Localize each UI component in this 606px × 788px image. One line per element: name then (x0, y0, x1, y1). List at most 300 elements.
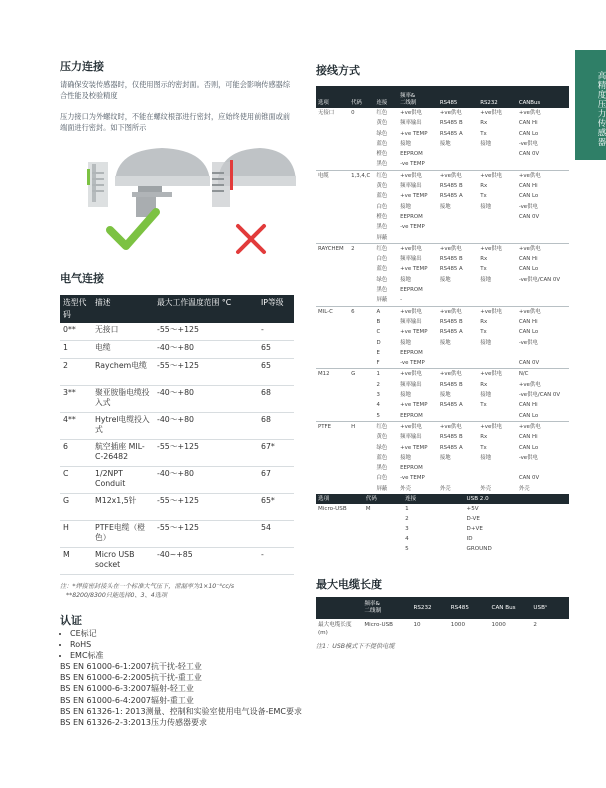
wiring-cell (478, 159, 517, 170)
wiring-cell: Rx (480, 256, 488, 263)
wiring-cell (316, 275, 349, 285)
wiring-cell (438, 295, 478, 306)
wiring-cell: 白色 (376, 475, 388, 482)
wiring-cell: 电缆 (316, 170, 349, 181)
wiring-cell: -ve供电 (518, 140, 538, 147)
certification-standards (60, 661, 305, 728)
wiring-cell (349, 358, 374, 369)
side-tab: 高精度压力传感器 (575, 50, 606, 160)
table-row (316, 170, 569, 181)
wiring-cell (478, 233, 517, 244)
cable-cell: 1000 (450, 622, 466, 628)
wiring-cell: 蓝色 (376, 193, 388, 200)
wiring-cell (438, 473, 478, 483)
wiring-cell: +ve TEMP (400, 193, 428, 200)
table-row (316, 295, 569, 306)
wiring-cell: 红色 (374, 170, 398, 181)
wiring-cell: 橙色 (376, 151, 388, 158)
wiring-header: 选项 (316, 86, 349, 108)
wiring-cell (349, 275, 374, 285)
check-icon (110, 212, 156, 246)
wiring-cell (349, 400, 374, 410)
wiring-cell: 红色 (374, 421, 398, 432)
cable-header: USB¹ (531, 597, 569, 619)
wiring-cell: +ve供电 (518, 381, 541, 388)
wiring-cell (316, 443, 349, 453)
wiring-cell (349, 212, 374, 222)
wiring-cell: -ve供电/CAN 0V (518, 392, 561, 399)
wiring-cell: 2 (349, 243, 374, 254)
wiring-cell: 2 (376, 381, 380, 388)
usb-cell: GROUND (466, 546, 492, 552)
wiring-cell (517, 295, 569, 306)
usb-cell (364, 524, 403, 534)
certification-title: 认证 (60, 614, 82, 627)
table-row (316, 473, 569, 483)
wiring-cell: Tx (480, 193, 487, 200)
wiring-cell (349, 129, 374, 139)
cell-code: G (60, 494, 92, 521)
table-row (316, 504, 569, 514)
wiring-cell (316, 327, 349, 337)
wiring-cell: D (376, 339, 381, 346)
wiring-cell: 接地 (400, 276, 411, 283)
wiring-cell (316, 222, 349, 232)
wiring-cell: CAN Hi (518, 256, 538, 263)
wiring-cell: RS485 B (439, 434, 463, 441)
cert-bullet: • EMC标准 (70, 650, 104, 661)
wiring-cell: 4 (376, 402, 380, 409)
cell-ip: 65* (258, 494, 294, 521)
wiring-cell (517, 233, 569, 244)
cell-temp: -55～+125 (154, 323, 258, 341)
table-row (60, 359, 294, 386)
wiring-cell: Rx (480, 120, 488, 127)
table-row (316, 306, 569, 317)
cell-ip: 65 (258, 341, 294, 359)
wiring-header: RS485 (438, 86, 478, 108)
table-row (316, 243, 569, 254)
cell-temp: -40～+80 (154, 413, 258, 440)
wiring-cell: Tx (480, 266, 487, 273)
usb-cell (364, 534, 403, 544)
wiring-cell (316, 264, 349, 274)
wiring-cell: 黑色 (376, 161, 388, 168)
wiring-cell: 接地 (439, 276, 451, 283)
wiring-cell: - (400, 297, 403, 304)
table-row (316, 421, 569, 432)
wiring-cell: -ve TEMP (400, 161, 425, 168)
wiring-cell: 黄色 (376, 434, 388, 441)
wiring-cell (316, 181, 349, 191)
usb-cell: D+VE (466, 526, 483, 532)
wiring-cell: CAN 0V (518, 151, 540, 158)
wiring-cell: RS485 B (439, 256, 463, 263)
wiring-cell: 接地 (480, 339, 492, 346)
table-row (316, 484, 569, 494)
wiring-header: 频率& 二线制 (398, 86, 438, 108)
wiring-cell: 黑色 (376, 287, 388, 294)
wiring-cell: 接地 (400, 392, 411, 399)
wiring-cell: CAN Hi (518, 183, 538, 190)
wiring-cell: EEPROM (400, 412, 423, 419)
cable-header: RS485 (449, 597, 490, 619)
wiring-cell (438, 285, 478, 295)
wiring-cell: RS485 A (439, 329, 463, 336)
wiring-header: RS232 (478, 86, 517, 108)
wiring-cell: 接地 (439, 203, 451, 210)
wiring-cell (316, 149, 349, 159)
wiring-cell (478, 222, 517, 232)
wiring-cell: RS485 A (439, 130, 463, 137)
wiring-cell (349, 473, 374, 483)
wiring-cell: -ve TEMP (400, 224, 425, 231)
wiring-cell (478, 473, 517, 483)
wiring-cell: CAN 0V (518, 475, 540, 482)
wiring-cell: RS485 B (439, 318, 463, 325)
cell-desc: Raychem电缆 (92, 359, 154, 386)
wiring-cell: CAN Hi (518, 318, 538, 325)
wiring-cell (316, 317, 349, 327)
wiring-cell (478, 149, 517, 159)
wiring-cell (349, 327, 374, 337)
table-row (316, 524, 569, 534)
cell-ip: 67 (258, 467, 294, 494)
wiring-cell (438, 348, 478, 358)
cell-code: C (60, 467, 92, 494)
wiring-cell: 接地 (439, 392, 451, 399)
wiring-cell: CAN Lo (518, 130, 539, 137)
usb-cell: 2 (405, 516, 409, 522)
table-row (316, 149, 569, 159)
wiring-cell: CAN Lo (518, 329, 539, 336)
wiring-cell (438, 212, 478, 222)
wiring-cell: 绿色 (376, 130, 388, 137)
wiring-cell: -ve TEMP (400, 360, 425, 367)
wiring-cell: 接地 (400, 339, 411, 346)
wiring-cell: +ve供电 (478, 243, 517, 254)
wiring-cell (349, 264, 374, 274)
wiring-cell: 1 (374, 369, 398, 380)
wiring-cell (478, 358, 517, 369)
cell-temp: -40～+80 (154, 386, 258, 413)
cable-header: 频率& 二线制 (362, 597, 411, 619)
wiring-cell: CAN Lo (518, 266, 539, 273)
wiring-cell (438, 159, 478, 170)
table-row (316, 202, 569, 212)
table-row (60, 341, 294, 359)
wiring-cell (478, 212, 517, 222)
cell-code: 4** (60, 413, 92, 440)
cert-standard: BS EN 61000-6-4:2007辐射-重工业 (60, 695, 194, 705)
wiring-cell (438, 222, 478, 232)
wiring-cell: CAN Lo (518, 412, 539, 419)
wiring-cell: CAN Hi (518, 434, 538, 441)
wiring-cell: RS485 B (439, 381, 463, 388)
cell-temp: -40～+80 (154, 341, 258, 359)
cert-standard: BS EN 61000-6-1:2007抗干扰-轻工业 (60, 662, 202, 671)
cable-length-table (316, 597, 569, 639)
wiring-cell (316, 233, 349, 244)
wiring-header: 代码 (349, 86, 374, 108)
wiring-cell: 蓝色 (376, 454, 388, 461)
wiring-cell: CAN Lo (518, 193, 539, 200)
wiring-cell (349, 348, 374, 358)
wiring-cell: 黄色 (376, 120, 388, 127)
wiring-cell: B (376, 318, 381, 325)
wiring-cell (438, 149, 478, 159)
col-desc: 描述 (92, 295, 154, 323)
cell-code: 6 (60, 440, 92, 467)
wiring-cell: 无接口 (318, 110, 335, 116)
wiring-cell (316, 285, 349, 295)
wiring-cell: +ve供电 (398, 243, 438, 254)
usb-header: 选项 (316, 494, 364, 504)
wiring-table (316, 86, 569, 494)
wiring-cell: EEPROM (400, 213, 423, 220)
wiring-cell (478, 463, 517, 473)
wiring-cell: 接地 (480, 454, 492, 461)
wiring-cell (316, 463, 349, 473)
wiring-cell: 接地 (400, 203, 411, 210)
wiring-cell: Rx (480, 381, 488, 388)
cert-standard: BS EN 61000-6-2:2005抗干扰-重工业 (60, 673, 202, 683)
wiring-cell: RS485 A (439, 402, 463, 409)
wiring-cell: +ve供电 (517, 421, 569, 432)
cell-temp: -40~+85 (154, 548, 258, 575)
wiring-cell: 屏蔽 (376, 485, 388, 492)
wiring-cell: F (376, 360, 380, 367)
usb-cell: Micro-USB (318, 506, 347, 512)
table-row (316, 159, 569, 170)
cell-code: 3** (60, 386, 92, 413)
wiring-cell (349, 317, 374, 327)
table-row (316, 275, 569, 285)
cell-desc: 聚亚胺脂电缆投入式 (92, 386, 154, 413)
wiring-cell (316, 484, 349, 494)
table-row (316, 390, 569, 400)
wiring-cell: 白色 (376, 256, 388, 263)
wiring-cell: Tx (480, 130, 487, 137)
wiring-cell (316, 390, 349, 400)
wiring-cell: CAN 0V (518, 360, 540, 367)
cert-standard: BS EN 61326-1: 2013测量、控制和实验室使用电气设备-EMC要求 (60, 706, 303, 716)
wiring-cell (316, 129, 349, 139)
wiring-cell: 外壳 (518, 485, 530, 492)
wiring-cell: MIL-C (316, 306, 349, 317)
cert-standard: BS EN 61326-2-3:2013压力传感器要求 (60, 718, 208, 728)
wiring-cell (349, 380, 374, 390)
cable-cell: 1000 (491, 622, 506, 628)
cell-desc: 无接口 (92, 323, 154, 341)
cell-temp: -55～+125 (154, 440, 258, 467)
wiring-cell: +ve供电 (398, 421, 438, 432)
wiring-cell: E (376, 349, 380, 356)
cert-bullet: • CE标记 (70, 628, 104, 639)
table-row (316, 443, 569, 453)
wiring-cell (349, 411, 374, 422)
wiring-cell: +ve供电 (398, 170, 438, 181)
wiring-cell: 屏蔽 (376, 234, 388, 241)
wiring-cell: Rx (480, 434, 488, 441)
table-row (316, 432, 569, 442)
wiring-cell: 接地 (480, 140, 492, 147)
wiring-cell: C (376, 329, 381, 336)
wiring-cell: 接地 (439, 454, 451, 461)
wiring-cell: +ve TEMP (400, 266, 428, 273)
wiring-cell: -ve供电 (518, 454, 538, 461)
cell-temp: -55～+125 (154, 521, 258, 548)
table-row (316, 212, 569, 222)
cert-standard: BS EN 61000-6-3:2007辐射-轻工业 (60, 684, 194, 694)
wiring-cell: 蓝色 (376, 140, 388, 147)
wiring-cell: Rx (480, 183, 488, 190)
wiring-cell: +ve供电 (478, 369, 517, 380)
wiring-cell: 频率输出 (400, 120, 422, 127)
cell-desc: M12x1,5针 (92, 494, 154, 521)
wiring-cell: RS485 B (439, 183, 463, 190)
wiring-header: 连接 (374, 86, 398, 108)
wiring-cell: 黑色 (376, 465, 388, 472)
wiring-cell: RAYCHEM (316, 243, 349, 254)
wiring-cell (316, 139, 349, 149)
wiring-cell: Tx (480, 444, 487, 451)
wiring-cell: EEPROM (400, 465, 423, 472)
table-row (316, 118, 569, 128)
table-row (316, 285, 569, 295)
usb-cell (316, 524, 364, 534)
pressure-paragraph-1: 请确保安装传感器时，仅使用图示的密封面。否则，可能会影响传感器综合性能及校验精度 (60, 80, 291, 100)
wiring-title: 接线方式 (316, 64, 360, 77)
wiring-cell: 频率输出 (400, 434, 422, 441)
wiring-cell (349, 118, 374, 128)
wiring-header: CANBus (517, 86, 569, 108)
wiring-cell: +ve供电 (400, 110, 422, 116)
wiring-cell: Rx (480, 318, 488, 325)
wiring-cell: +ve TEMP (400, 402, 428, 409)
usb-cell: 3 (405, 526, 409, 532)
wiring-cell: +ve供电 (439, 110, 462, 116)
wiring-cell: 红色 (376, 110, 388, 116)
wiring-cell: A (374, 306, 398, 317)
wiring-cell: +ve TEMP (400, 444, 428, 451)
wiring-cell: 0 (351, 110, 355, 116)
wiring-cell (398, 233, 438, 244)
wiring-cell: 频率输出 (400, 183, 422, 190)
wiring-cell: CAN 0V (518, 213, 540, 220)
wiring-cell: 红色 (374, 243, 398, 254)
wiring-cell: CAN Lo (518, 444, 539, 451)
cell-desc: 航空插座 MIL-C-26482 (92, 440, 154, 467)
pressure-title: 压力连接 (60, 60, 104, 73)
table-row (316, 369, 569, 380)
wiring-cell: 黑色 (376, 224, 388, 231)
table-row (60, 323, 294, 341)
wiring-cell: +ve供电 (517, 306, 569, 317)
wiring-cell (316, 473, 349, 483)
wiring-cell: H (349, 421, 374, 432)
cell-ip: 68 (258, 413, 294, 440)
wiring-cell: RS485 A (439, 193, 463, 200)
cell-temp: -55～+125 (154, 359, 258, 386)
usb-table (316, 494, 569, 554)
table-row (60, 467, 294, 494)
usb-header: USB 2.0 (465, 494, 569, 504)
cable-header: RS232 (411, 597, 448, 619)
wiring-cell (438, 233, 478, 244)
wiring-cell: EEPROM (400, 151, 423, 158)
table-row (60, 413, 294, 440)
table-row (316, 191, 569, 201)
wiring-cell (438, 463, 478, 473)
wiring-cell: +ve供电 (517, 243, 569, 254)
pressure-paragraph-2: 压力接口为外螺纹时，不能在螺纹根部进行密封，应始终使用前锥面或前端面进行密封。如下图所示 (60, 112, 291, 132)
wiring-cell: +ve供电 (518, 110, 541, 116)
sensor-incorrect (212, 148, 296, 207)
cell-code: 1 (60, 341, 92, 359)
wiring-cell (478, 295, 517, 306)
wiring-cell: EEPROM (400, 349, 423, 356)
wiring-cell: +ve供电 (478, 170, 517, 181)
wiring-cell: +ve供电 (438, 243, 478, 254)
electrical-note-1: 注：*焊接密封接头在一个标准大气压下，泄漏率为1×10⁻⁶cc/s (60, 583, 235, 590)
cell-desc: PTFE电缆（橙色） (92, 521, 154, 548)
cell-code: M (60, 548, 92, 575)
wiring-cell: 频率输出 (400, 381, 422, 388)
wiring-cell: M12 (316, 369, 349, 380)
wiring-cell (478, 285, 517, 295)
wiring-cell (349, 453, 374, 463)
wiring-cell: 外壳 (480, 485, 492, 492)
wiring-cell (316, 348, 349, 358)
cell-desc: Hytrel电缆投入式 (92, 413, 154, 440)
wiring-cell (316, 358, 349, 369)
cell-temp: -40～+80 (154, 467, 258, 494)
table-row (60, 440, 294, 467)
wiring-cell: 6 (349, 306, 374, 317)
wiring-cell: EEPROM (400, 287, 423, 294)
table-row (316, 348, 569, 358)
table-row (316, 233, 569, 244)
wiring-cell: Tx (480, 402, 487, 409)
wiring-cell: -ve供电/CAN 0V (518, 276, 561, 283)
cell-ip: 68 (258, 386, 294, 413)
wiring-cell: G (349, 369, 374, 380)
wiring-cell (316, 338, 349, 348)
usb-header: 连接 (403, 494, 464, 504)
wiring-cell: -ve供电 (518, 203, 538, 210)
usb-cell (364, 544, 403, 554)
col-code: 选型代码 (60, 295, 92, 323)
cross-icon (238, 226, 264, 252)
table-row (316, 264, 569, 274)
cable-cell: 2 (533, 622, 537, 628)
wiring-cell: PTFE (316, 421, 349, 432)
usb-cell: +5V (466, 506, 479, 512)
table-row (60, 548, 294, 575)
wiring-cell: N/C (517, 369, 569, 380)
wiring-cell (349, 233, 374, 244)
wiring-cell (349, 191, 374, 201)
cell-desc: Micro USB socket (92, 548, 154, 575)
table-row (316, 453, 569, 463)
wiring-cell: RS485 A (439, 266, 463, 273)
wiring-cell: 5 (376, 412, 380, 419)
sealing-illustration (70, 142, 300, 260)
cable-cell: 最大电缆长度(m) (318, 622, 352, 636)
wiring-cell (349, 202, 374, 212)
table-row (316, 139, 569, 149)
